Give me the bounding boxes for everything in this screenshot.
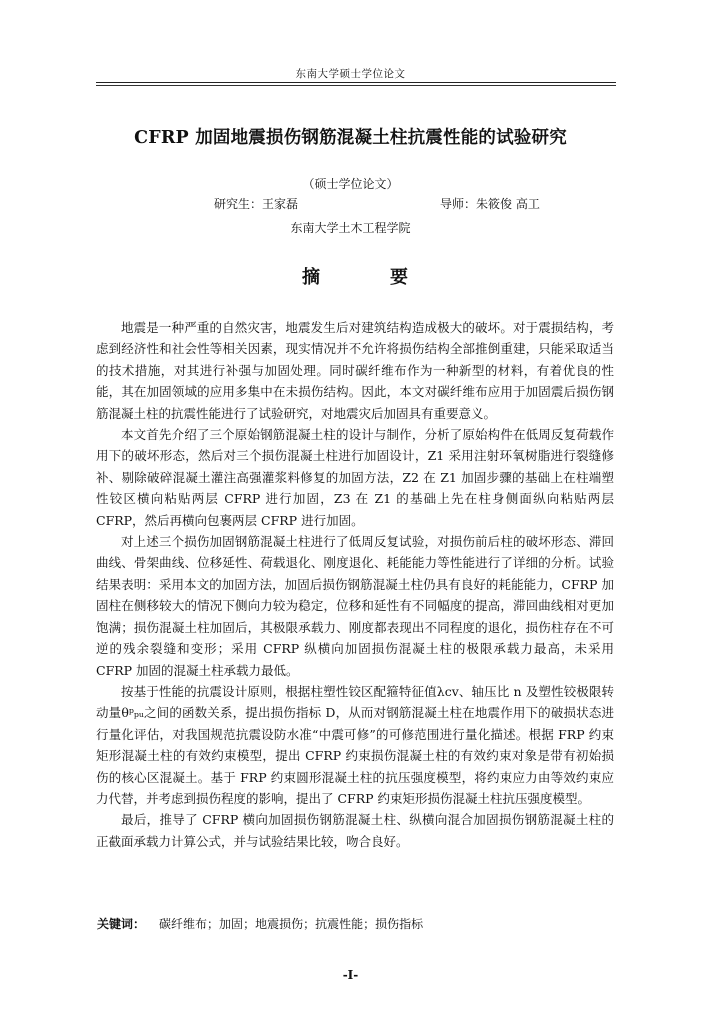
author-line (214, 195, 298, 212)
degree-note: （硕士学位论文） (302, 177, 399, 191)
running-header: 东南大学硕士学位论文 (295, 68, 406, 80)
keyword: ； 地震损伤 (243, 917, 303, 931)
abstract-paragraph: 对上述三个损伤加固钢筋混凝土柱进行了低周反复试验，对损伤前后柱的破坏形态、滞回曲线、骨架曲线、位移延性、荷载退化、刚度退化、耗能能力等性能进行了详细的分析。试验结果表明：采用本文的加固方法，加固后损伤钢筋混凝土柱仍具有良好的耗能能力，CFRP 加固柱在侧移较大的情况下侧向力较为稳定，位移和延性有不同幅度的提高，滞回曲线相对更加饱满；损伤混凝土柱加固后，其极限承载力、刚度都表现出不同程度的退化，损伤柱存在不可逆的残余裂缝和变形；采用 CFRP 纵横向加固损伤混凝土柱的极限承载力最高，未采用 CFRP 加固的混凝土柱承载力最低。 (96, 534, 614, 678)
abstract-paragraph: 本文首先介绍了三个原始钢筋混凝土柱的设计与制作，分析了原始构件在低周反复荷载作用下的破坏形态，然后对三个损伤混凝土柱进行加固设计，Z1 采用注射环氧树脂进行裂缝修补、剔除破碎混凝土灌注高强灌浆料修复的加固方法，Z2 在 Z1 加固步骤的基础上在柱端塑性铰区横向粘贴两层 CFRP 进行加固，Z3 在 Z1 的基础上先在柱身侧面纵向粘贴两层 CFRP，然后再横向包裹两层 CFRP 进行加固。 (96, 427, 614, 528)
advisor-label: 导师： (440, 197, 477, 211)
advisor-name: 朱筱俊 高工 (476, 197, 540, 211)
author-label: 研究生： (214, 197, 263, 211)
abstract-paragraph: 最后，推导了 CFRP 横向加固损伤钢筋混凝土柱、纵横向混合加固损伤钢筋混凝土柱的正截面承载力计算公式，并与试验结果比较，吻合良好。 (96, 812, 614, 849)
school-name: 东南大学土木工程学院 (290, 221, 411, 235)
keyword: ； 加固 (207, 917, 243, 931)
keyword: ； 损伤指标 (363, 917, 423, 931)
abstract-body (96, 317, 614, 852)
author-name: 王家磊 (262, 197, 299, 211)
abstract-paragraph: 地震是一种严重的自然灾害，地震发生后对建筑结构造成极大的破坏。对于震损结构，考虑到经济性和社会性等相关因素，现实情况并不允许将损伤结构全部推倒重建，只能采取适当的技术措施，对其进行补强与加固处理。同时碳纤维布作为一种新型的材料，有着优良的性能，其在加固领域的应用多集中在未损伤结构。因此，本文对碳纤维布应用于加固震后损伤钢筋混凝土柱的抗震性能进行了试验研究，对地震灾后加固具有重要意义。 (96, 320, 614, 421)
abstract-heading-char-2: 要 (390, 267, 408, 288)
header-rule-thin (96, 85, 616, 86)
keyword: 碳纤维布 (159, 917, 208, 931)
header-rule (96, 82, 616, 83)
abstract-heading-char-1: 摘 (302, 267, 320, 288)
page-number: -I- (342, 968, 359, 982)
thesis-title: CFRP 加固地震损伤钢筋混凝土柱抗震性能的试验研究 (134, 128, 567, 148)
keywords-line (97, 915, 423, 932)
advisor-line (440, 195, 540, 212)
keywords-label: 关键词： (97, 917, 146, 931)
keyword: ； 抗震性能 (303, 917, 363, 931)
abstract-paragraph: 按基于性能的抗震设计原则，根据柱塑性铰区配箍特征值λcv、轴压比 n 及塑性铰极限转动量θᵖₚᵤ之间的函数关系，提出损伤指标 D，从而对钢筋混凝土柱在地震作用下的破损状态进行量化评估，对我国规范抗震设防水准“中震可修”的可修范围进行量化描述。根据 FRP 约束矩形混凝土柱的有效约束模型，提出 CFRP 约束损伤混凝土柱的有效约束对象是带有初始损伤的核心区混凝土。基于 FRP 约束圆形混凝土柱的抗压强度模型，将约束应力由等效约束应力代替，并考虑到损伤程度的影响，提出了 CFRP 约束矩形损伤混凝土柱抗压强度模型。 (96, 683, 614, 806)
